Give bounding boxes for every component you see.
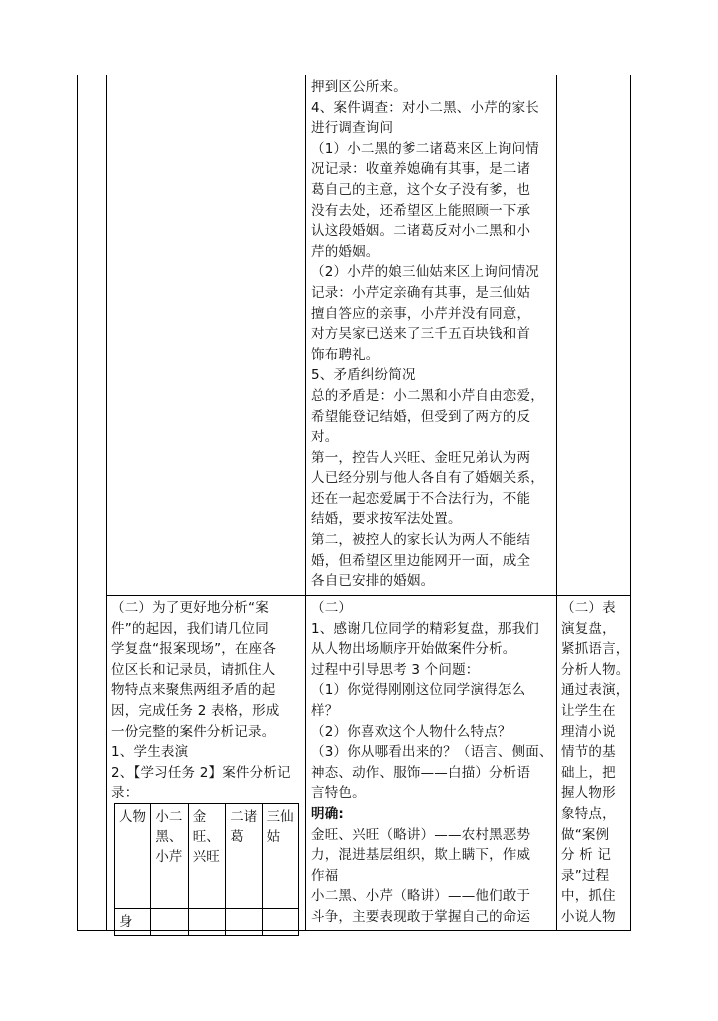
text-line: 进行调查询问	[311, 120, 394, 137]
table-border-left	[77, 75, 78, 931]
empty-cell	[188, 909, 225, 936]
table-row-divider	[106, 595, 631, 596]
text-line: 演复盘，	[561, 620, 616, 637]
text-line: 紧抓语言，	[561, 641, 630, 658]
case-analysis-table	[114, 803, 299, 936]
text-line: 情节的基	[561, 744, 616, 761]
clarification-heading: 明确:	[311, 805, 344, 822]
text-line: 通过表演，	[561, 682, 630, 699]
teacher-activity-text	[111, 598, 304, 804]
text-line: （3）你从哪看出来的？（语言、侧面、	[311, 744, 553, 761]
text-line: 对方吴家已送来了三千五百块钱和首	[311, 326, 531, 343]
text-line: 总的矛盾是：小二黑和小芹自由恋爱，	[311, 387, 544, 404]
text-line: 2、【学习任务 2】案件分析记	[111, 764, 291, 781]
text-line: 录：	[111, 785, 139, 802]
text-line: 记录：小芹定亲确有其事，是三仙姑	[311, 284, 531, 301]
table-col-divider-1	[106, 75, 107, 931]
text-line: 分 析 记	[561, 847, 612, 864]
row-label-cell: 身	[115, 909, 151, 936]
text-line: 1、感谢几位同学的精彩复盘，那我们	[311, 620, 539, 637]
text-line: 对。	[311, 429, 339, 446]
table-row	[115, 804, 299, 909]
text-line: （2）你喜欢这个人物什么特点？	[311, 723, 512, 740]
text-line: 饰布聘礼。	[311, 346, 380, 363]
text-line: 从人物出场顺序开始做案件分析。	[311, 641, 517, 658]
text-line: 作福	[311, 867, 339, 884]
text-line: 过程中引导思考 3 个问题：	[311, 661, 480, 678]
text-line: 位区长和记录员，请抓住人	[111, 661, 276, 678]
header-cell-characters: 人物	[115, 804, 151, 909]
text-line: 没有去处，还希望区上能照顾一下承	[311, 202, 531, 219]
text-line: 况记录：收童养媳确有其事，是二诸	[311, 161, 531, 178]
empty-cell	[262, 909, 298, 936]
header-cell-xiaoerhei-xiaoqin: 小二黑、小芹	[151, 804, 188, 909]
text-line: 让学生在	[561, 702, 616, 719]
text-line: 中，抓住	[561, 888, 616, 905]
text-line: 握人物形	[561, 785, 616, 802]
text-line: 件”的起因，我们请几位同	[111, 620, 269, 637]
text-line: （二）	[311, 600, 353, 616]
text-line: 物特点来聚焦两组矛盾的起	[111, 682, 276, 699]
text-line: （1）你觉得刚刚这位同学演得怎么	[311, 682, 526, 699]
text-line: 擅自答应的亲事，小芹并没有同意，	[311, 305, 531, 322]
text-line: 录”过程	[561, 867, 610, 884]
text-line: 样？	[311, 702, 339, 719]
text-line: 第二，被控人的家长认为两人不能结	[311, 532, 531, 549]
empty-cell	[226, 909, 262, 936]
empty-cell	[151, 909, 188, 936]
text-line: 还在一起恋爱属于不合法行为，不能	[311, 490, 531, 507]
header-cell-erzhuge: 二诸葛	[226, 804, 262, 909]
text-line: 结婚，要求按军法处置。	[311, 511, 462, 528]
text-line: 各自已安排的婚姻。	[311, 573, 435, 590]
text-line: （二）为了更好地分析“案	[111, 600, 269, 616]
header-cell-sanxiangu: 三仙姑	[262, 804, 298, 909]
text-line: 理清小说	[561, 723, 616, 740]
text-line: 言特色。	[311, 785, 366, 802]
text-line: 5、矛盾纠纷简况	[311, 367, 416, 384]
text-line: 芹的婚姻。	[311, 243, 380, 260]
text-line: 人已经分别与他人各自有了婚姻关系，	[311, 470, 544, 487]
analysis-guidance-text	[311, 598, 557, 930]
header-cell-jinwang-xingwang: 金旺、兴旺	[188, 804, 225, 909]
case-investigation-text	[311, 77, 559, 592]
text-line: 做“案例	[561, 826, 610, 843]
table-row	[115, 909, 299, 936]
text-line: 因，完成任务 2 表格，形成	[111, 702, 280, 719]
text-line: 金旺、兴旺（略讲）——农村黑恶势	[311, 826, 531, 843]
text-line: （二）表	[561, 600, 616, 616]
text-line: 础上，把	[561, 764, 616, 781]
text-line: 小说人物	[561, 908, 616, 925]
text-line: 4、案件调查：对小二黑、小芹的家长	[311, 99, 539, 116]
text-line: （1）小二黑的爹二诸葛来区上询问情	[311, 140, 539, 157]
text-line: 分析人物。	[561, 661, 630, 678]
text-line: 押到区公所来。	[311, 79, 407, 95]
text-line: 神态、动作、服饰——白描）分析语	[311, 764, 531, 781]
text-line: 第一，控告人兴旺、金旺兄弟认为两	[311, 449, 531, 466]
text-line: 象特点，	[561, 805, 616, 822]
text-line: 婚，但希望区里边能网开一面，成全	[311, 552, 531, 569]
text-line: 希望能登记结婚，但受到了两方的反	[311, 408, 531, 425]
table-col-divider-2	[305, 75, 306, 931]
design-intent-text	[561, 598, 631, 930]
text-line: 认这段婚姻。二诸葛反对小二黑和小	[311, 223, 531, 240]
text-line: 斗争，主要表现敢于掌握自己的命运	[311, 908, 531, 925]
text-line: 1、学生表演	[111, 744, 189, 761]
text-line: 一份完整的案件分析记录。	[111, 723, 276, 740]
text-line: 学复盘“报案现场”，在座各	[111, 641, 277, 658]
text-line: 小二黑、小芹（略讲）——他们敢于	[311, 888, 531, 905]
text-line: 葛自己的主意，这个女子没有爹，也	[311, 181, 531, 198]
text-line: （2）小芹的娘三仙姑来区上询问情况	[311, 264, 539, 281]
text-line: 力，混进基层组织，欺上瞒下，作威	[311, 847, 531, 864]
